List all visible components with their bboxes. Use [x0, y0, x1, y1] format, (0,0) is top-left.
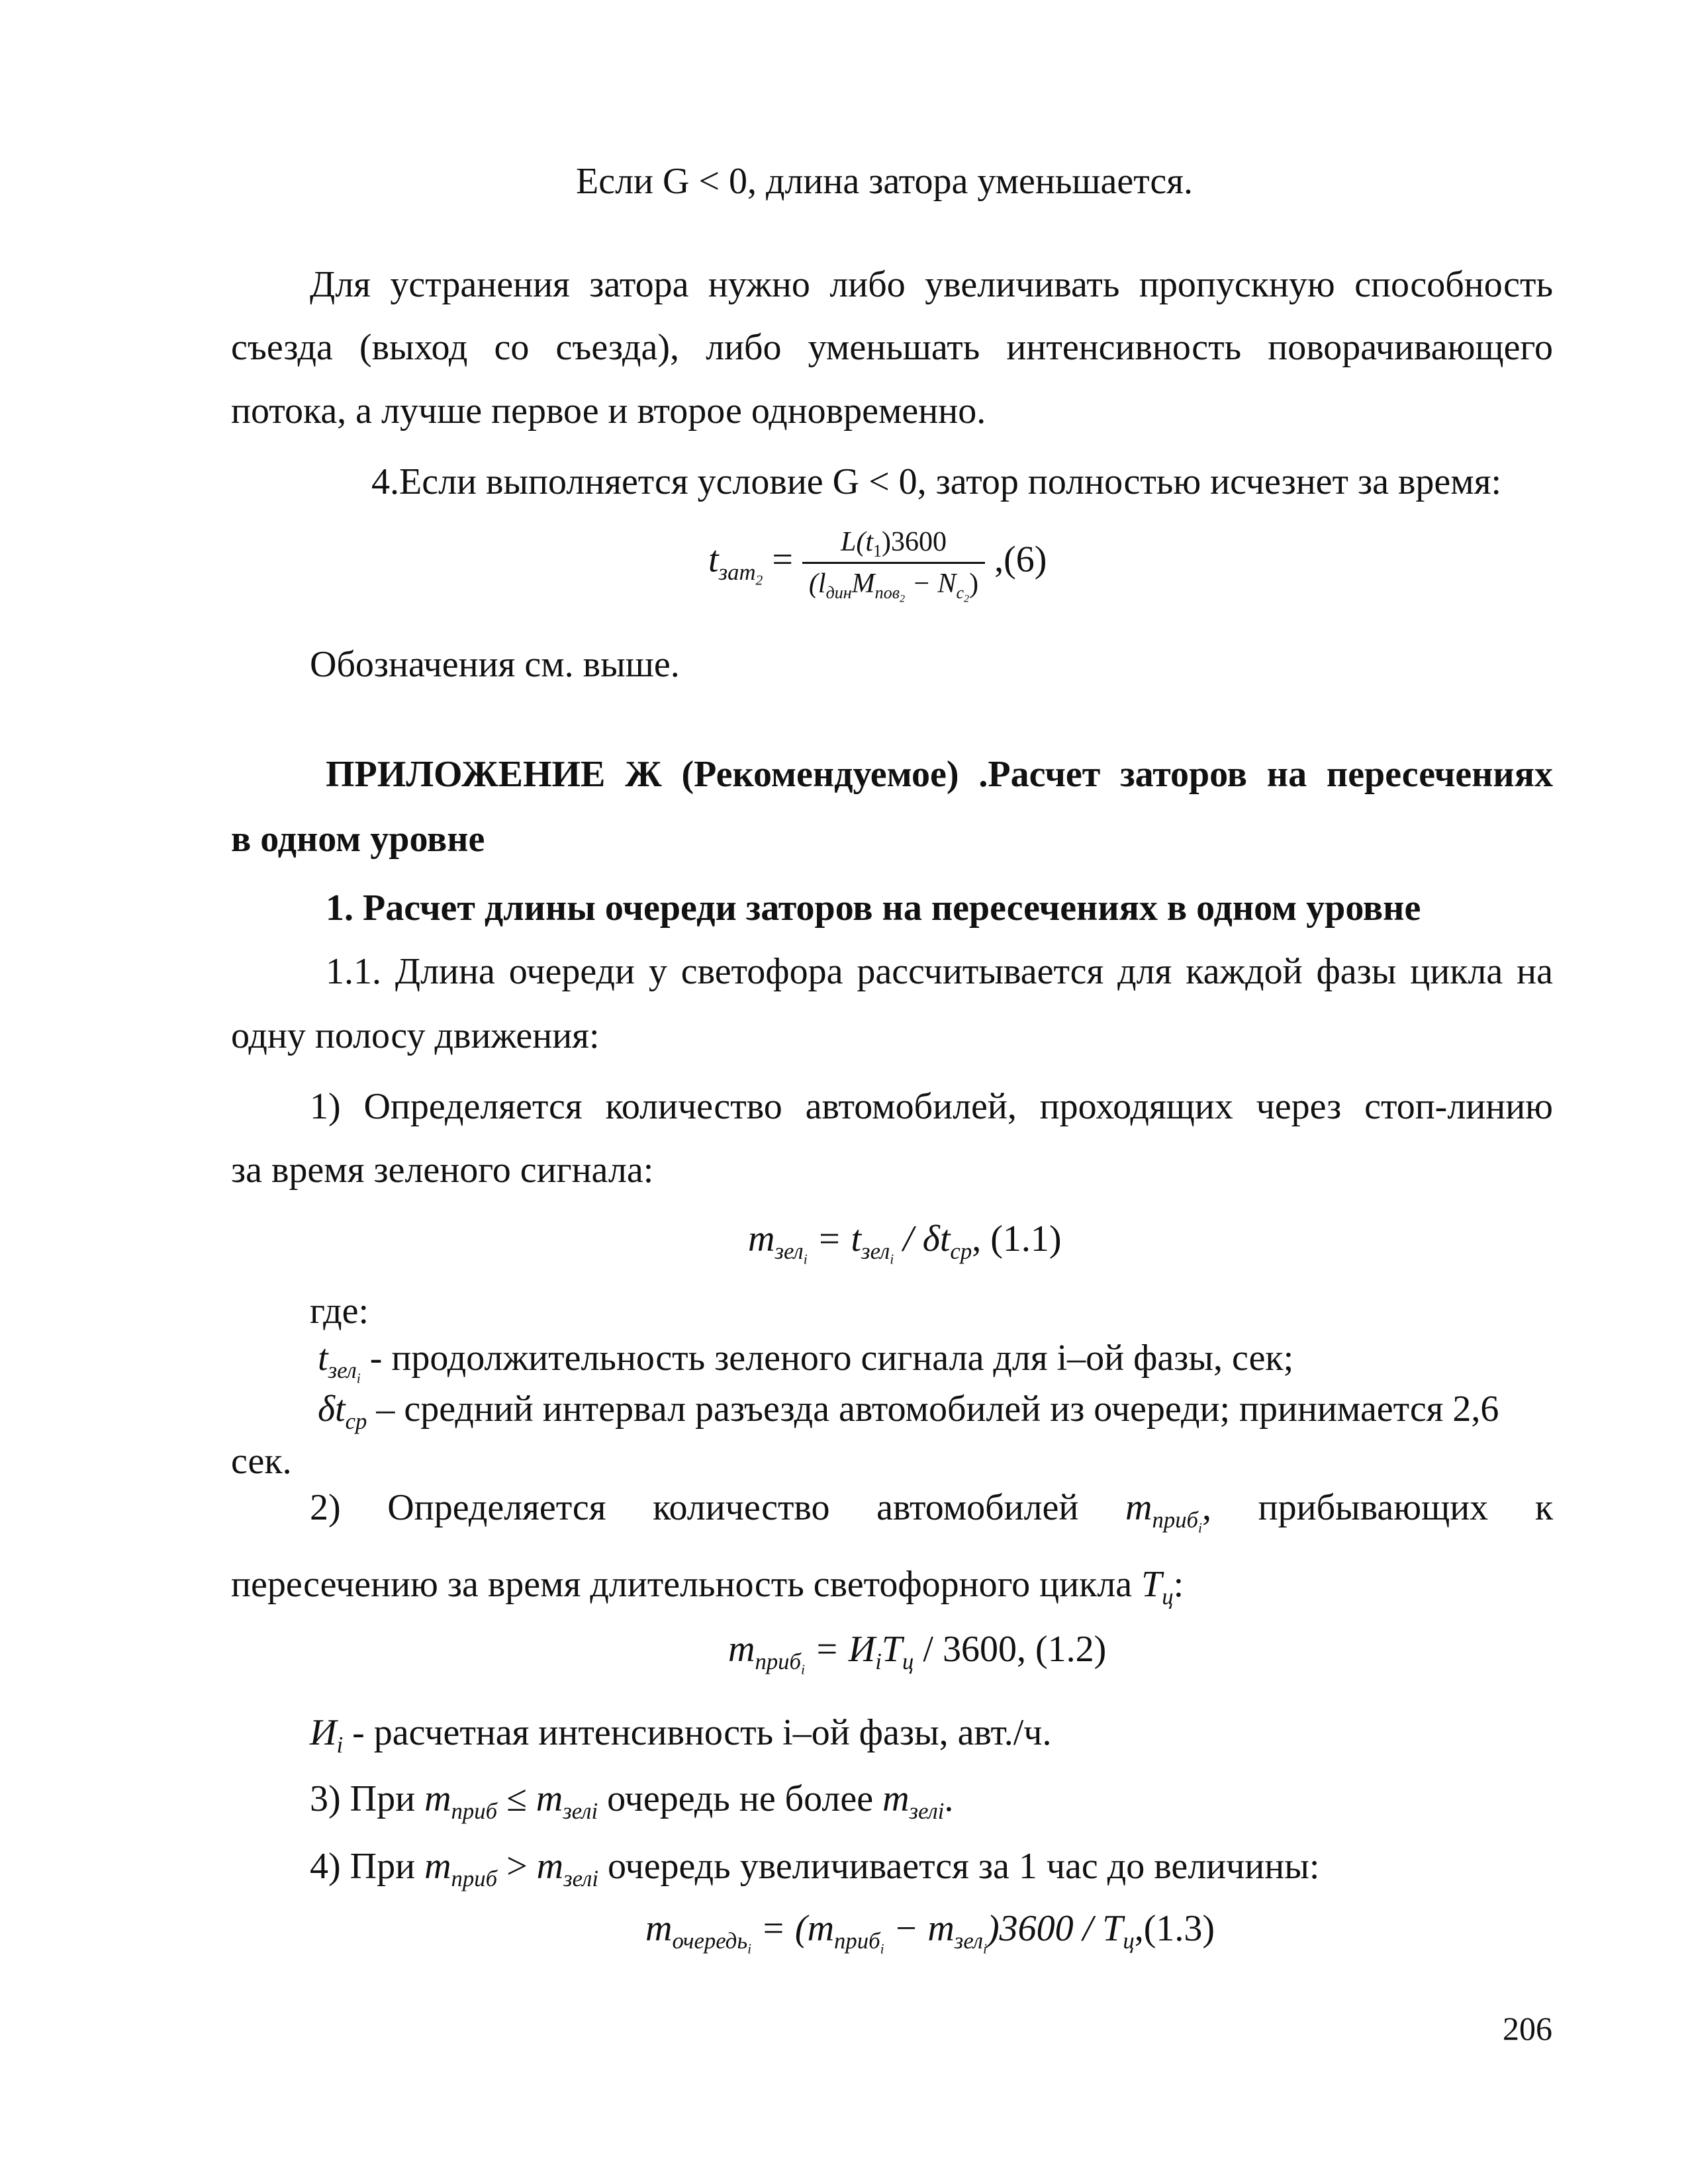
- paragraph-line: 2) Определяется количество автомобилей $m_{приб_i}$, прибывающих к: [310, 1487, 1554, 1536]
- appendix-heading: ПРИЛОЖЕНИЕ Ж (Рекомендуемое) .Расчет заторов на пересечениях: [326, 754, 1553, 795]
- page-number: 206: [1503, 2010, 1552, 2047]
- fraction: $\frac{L(t_1)3600}{(l_{дин}M_{пов_2} - N_{c_2})}$: [802, 526, 985, 600]
- text-line: 4.Если выполняется условие G < 0, затор полностью исчезнет за время:: [371, 461, 1502, 502]
- definition-line: $\delta t_{ср}$ – средний интервал разъезда автомобилей из очереди; принимается 2,6: [318, 1388, 1499, 1435]
- definition-line: $t_{зел_i}$ - продолжительность зеленого сигнала для i–ой фазы, сек;: [318, 1338, 1294, 1387]
- list-item: 3) При $m_{приб} \le m_{зелi}$ очередь не более $m_{зелi}$.: [310, 1778, 954, 1825]
- section-heading: 1. Расчет длины очереди заторов на пересечениях в одном уровне: [326, 887, 1421, 929]
- paragraph-line: Для устранения затора нужно либо увеличивать пропускную способность: [310, 264, 1553, 305]
- paragraph-line: 1.1. Длина очереди у светофора рассчитывается для каждой фазы цикла на: [326, 951, 1553, 992]
- equation-1-1: $m_{зел_i} = t_{зел_i} / \delta t_{ср}$, (1.1): [748, 1218, 1062, 1267]
- equation-label: (1.2): [1025, 1629, 1107, 1670]
- paragraph-line: съезда (выход со съезда), либо уменьшать интенсивность поворачивающего: [231, 327, 1553, 368]
- list-item: 4) При $m_{приб} > m_{зелi}$ очередь увеличивается за 1 час до величины:: [310, 1846, 1320, 1892]
- definition-line: $И_i$ - расчетная интенсивность i–ой фазы, авт./ч.: [310, 1712, 1052, 1758]
- paragraph-line: одну полосу движения:: [231, 1015, 600, 1056]
- equation-label: , (1.1): [972, 1218, 1062, 1259]
- equation-label: ,(1.3): [1134, 1908, 1215, 1949]
- paragraph-line: за время зеленого сигнала:: [231, 1150, 654, 1191]
- text-line: Если G < 0, длина затора уменьшается.: [576, 161, 1194, 202]
- paragraph-line: потока, а лучше первое и второе одновременно.: [231, 390, 986, 432]
- equation-1-2: $m_{приб_i} = И_iT_ц / 3600$, (1.2): [728, 1629, 1107, 1678]
- paragraph-line: пересечению за время длительность светофорного цикла $T_ц$:: [231, 1564, 1184, 1610]
- equation-1-3: $m_{очередь_i} = (m_{приб_i} - m_{зел_i})3600 / T_ц,(1.3)$: [645, 1908, 1215, 1957]
- paragraph-line: 1) Определяется количество автомобилей, проходящих через стоп-линию: [310, 1086, 1553, 1127]
- text-line: сек.: [231, 1441, 292, 1482]
- appendix-heading-line2: в одном уровне: [231, 819, 485, 860]
- text-line: Обозначения см. выше.: [310, 644, 680, 685]
- equation-label: ,(6): [994, 539, 1047, 580]
- equation-6: $t_{зат_2}$ = $\frac{L(t_1)3600}{(l_{дин}M_{пов_2} - N_{c_2})}$ ,(6): [708, 527, 1047, 605]
- text-line: где:: [310, 1291, 369, 1332]
